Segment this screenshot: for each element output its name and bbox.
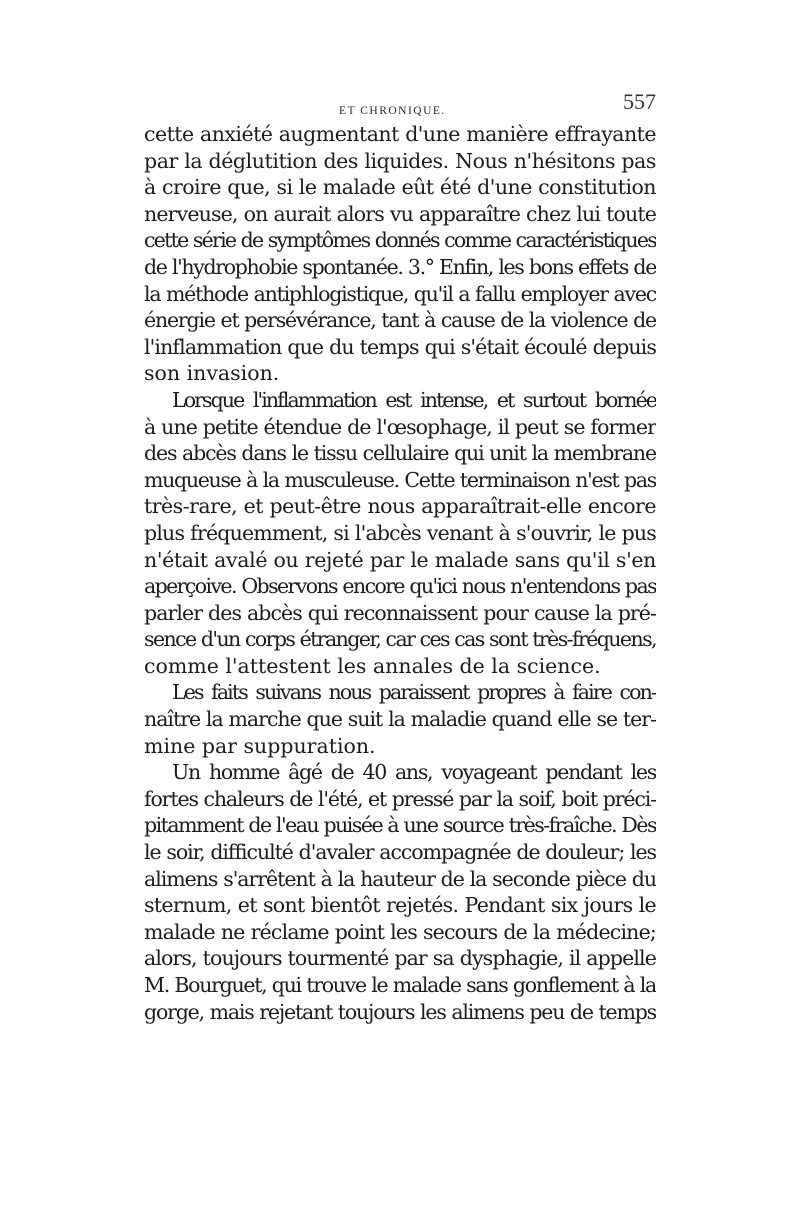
text-line: nerveuse, on aurait alors vu apparaître chez lui toute [144, 201, 656, 226]
text-line: alimens s'arrêtent à la hauteur de la seconde pièce du [144, 866, 656, 891]
text-line: à croire que, si le malade eût été d'une constitution [144, 175, 656, 200]
book-page [144, 89, 656, 1025]
text-line: cette anxiété augmentant d'une manière effrayante [144, 122, 656, 146]
text-line: énergie et persévérance, tant à cause de la violence de [144, 308, 656, 333]
text-line: son invasion. [144, 361, 280, 386]
text-line: comme l'attestent les annales de la science. [144, 653, 601, 678]
text-line: sternum, et sont bientôt rejetés. Pendant six jours le [144, 893, 656, 918]
text-line: l'inflammation que du temps qui s'était écoulé depuis [144, 334, 656, 359]
running-head: ET CHRONIQUE. [339, 105, 446, 117]
text-line: Lorsque l'inflammation est intense, et surtout bornée [172, 387, 656, 412]
text-line: de l'hydrophobie spontanée. 3.° Enfin, les bons effets de [144, 254, 656, 279]
text-line: par la déglutition des liquides. Nous n'hésitons pas [144, 148, 656, 173]
text-line: Les faits suivans nous paraissent propres à faire con- [172, 680, 656, 705]
text-line: naître la marche que suit la maladie quand elle se ter- [144, 707, 656, 732]
text-line: n'était avalé ou rejeté par le malade sans qu'il s'en [144, 547, 656, 572]
text-line: à une petite étendue de l'œsophage, il peut se former [144, 414, 656, 439]
page-number: 557 [623, 89, 656, 114]
text-line: cette série de symptômes donnés comme caractéristiques [144, 228, 656, 253]
text-line: la méthode antiphlogistique, qu'il a fallu employer avec [144, 281, 656, 306]
text-line: sence d'un corps étranger, car ces cas sont très-fréquens, [144, 627, 656, 652]
text-line: des abcès dans le tissu cellulaire qui unit la membrane [144, 441, 656, 466]
body-text [144, 121, 656, 1025]
text-line: pitamment de l'eau puisée à une source très-fraîche. Dès [144, 813, 656, 838]
text-line: M. Bourguet, qui trouve le malade sans gonflement à la [144, 973, 656, 997]
text-line: parler des abcès qui reconnaissent pour cause la pré- [144, 600, 656, 625]
text-line: plus fréquemment, si l'abcès venant à s'ouvrir, le pus [144, 520, 656, 545]
text-line: mine par suppuration. [144, 733, 376, 758]
page-header [144, 89, 656, 117]
text-line: gorge, mais rejetant toujours les alimens peu de temps [144, 999, 656, 1024]
text-line: muqueuse à la musculeuse. Cette terminaison n'est pas [144, 467, 656, 492]
text-line: le soir, difficulté d'avaler accompagnée de douleur; les [144, 840, 656, 865]
text-line: alors, toujours tourmenté par sa dysphagie, il appelle [144, 946, 656, 971]
text-line: fortes chaleurs de l'été, et pressé par la soif, boit préci- [144, 786, 656, 811]
text-line: aperçoive. Observons encore qu'ici nous n'entendons pas [144, 574, 656, 599]
text-line: malade ne réclame point les secours de la médecine; [144, 919, 656, 944]
text-line: très-rare, et peut-être nous apparaîtrait-elle encore [144, 494, 656, 519]
text-line: Un homme âgé de 40 ans, voyageant pendant les [172, 760, 656, 785]
